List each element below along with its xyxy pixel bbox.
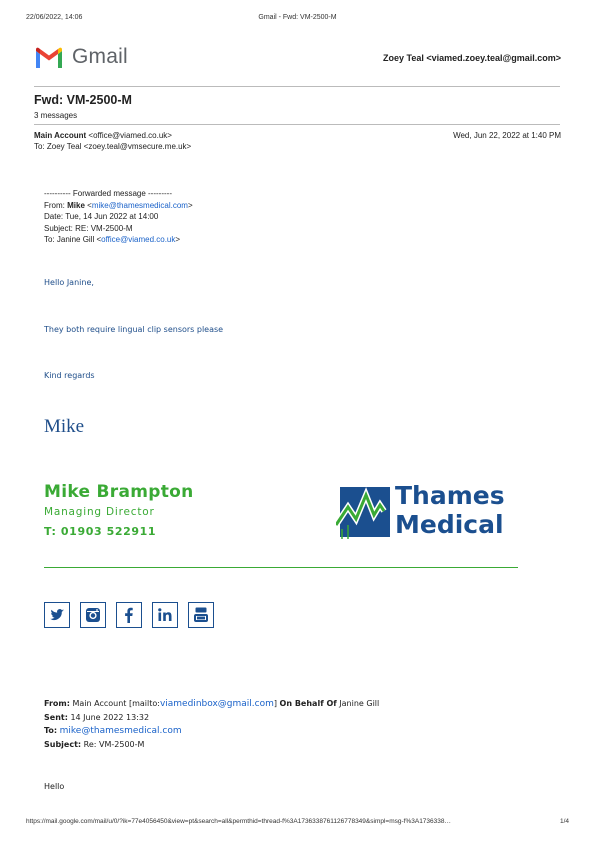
sent-label: Sent: <box>44 713 68 722</box>
forward-to-email-link[interactable]: office@viamed.co.uk <box>101 235 176 244</box>
company-name-line2: Medical <box>395 510 504 539</box>
forward-from-email-link[interactable]: mike@thamesmedical.com <box>91 200 188 210</box>
account-label: Zoey Teal <viamed.zoey.teal@gmail.com> <box>382 53 561 63</box>
thread-subject: Fwd: VM-2500-M <box>34 93 132 107</box>
original-greeting: Hello <box>44 782 65 791</box>
sender-name: Main Account <box>34 131 87 140</box>
signature-divider <box>44 567 518 568</box>
original-subject <box>44 738 379 751</box>
instagram-icon[interactable] <box>80 602 106 628</box>
bracket: ] <box>273 699 280 708</box>
from-label: From: <box>44 200 68 210</box>
company-name-line1: Thames <box>395 481 505 510</box>
forward-to <box>44 234 193 246</box>
message-count: 3 messages <box>34 111 78 120</box>
bracket: > <box>175 235 181 244</box>
signature-role: Managing Director <box>44 506 155 518</box>
signature-name: Mike Brampton <box>44 482 194 502</box>
original-from-link[interactable]: viamedinbox@gmail.com <box>159 699 274 709</box>
from-label: From: <box>44 699 70 708</box>
facebook-icon[interactable] <box>116 602 142 628</box>
original-from <box>44 697 379 711</box>
behalf-name: Janine Gill <box>336 699 380 708</box>
forwarded-header <box>44 188 193 246</box>
to-label: To: <box>44 726 58 735</box>
bracket: > <box>187 200 193 210</box>
body-greeting: Hello Janine, <box>44 278 94 287</box>
signature-phone: T: 01903 522911 <box>44 525 157 538</box>
thames-medical-mark-icon <box>336 485 392 539</box>
to-label: To: Janine Gill < <box>44 235 102 244</box>
linkedin-icon[interactable] <box>152 602 178 628</box>
forward-marker: ---------- Forwarded message --------- <box>44 189 172 198</box>
original-to-link[interactable]: mike@thamesmedical.com <box>59 726 182 736</box>
behalf-label: On Behalf Of <box>279 699 337 708</box>
body-line: They both require lingual clip sensors please <box>44 325 224 334</box>
from-text: Main Account [mailto: <box>69 699 160 708</box>
original-sent <box>44 711 379 724</box>
message-from <box>34 131 172 140</box>
gmail-icon <box>34 46 64 69</box>
sent-value: 14 June 2022 13:32 <box>67 713 150 722</box>
forward-date: Date: Tue, 14 Jun 2022 at 14:00 <box>44 212 159 221</box>
forward-from-name: Mike <box>67 200 85 210</box>
print-url: https://mail.google.com/mail/u/0/?ik=77e4056450&view=pt&search=all&permthid=thread-f%3A1736338761126778349&simpl=msg-f%3A1736338… <box>26 818 452 825</box>
social-icons <box>44 602 214 628</box>
gmail-wordmark: Gmail <box>72 45 128 68</box>
print-title: Gmail - Fwd: VM-2500-M <box>258 14 337 21</box>
original-to <box>44 724 379 738</box>
subject-label: Subject: <box>44 740 82 749</box>
gmail-logo <box>34 45 128 69</box>
twitter-icon[interactable] <box>44 602 70 628</box>
original-message-header <box>44 697 379 751</box>
youtube-icon[interactable] <box>188 602 214 628</box>
sender-email: <office@viamed.co.uk> <box>88 131 172 140</box>
page-number: 1/4 <box>559 818 569 825</box>
forward-from <box>44 200 193 212</box>
divider <box>34 86 560 87</box>
print-datetime: 22/06/2022, 14:06 <box>26 14 83 21</box>
subject-value: Re: VM-2500-M <box>81 740 145 749</box>
divider <box>34 124 560 125</box>
message-to: To: Zoey Teal <zoey.teal@vmsecure.me.uk> <box>34 142 192 151</box>
thames-medical-logo <box>336 483 520 541</box>
message-date: Wed, Jun 22, 2022 at 1:40 PM <box>453 131 561 140</box>
bracket: < <box>84 200 92 210</box>
forward-subject: Subject: RE: VM-2500-M <box>44 223 133 233</box>
body-closing: Kind regards <box>44 371 95 380</box>
signoff-name: Mike <box>44 416 85 437</box>
